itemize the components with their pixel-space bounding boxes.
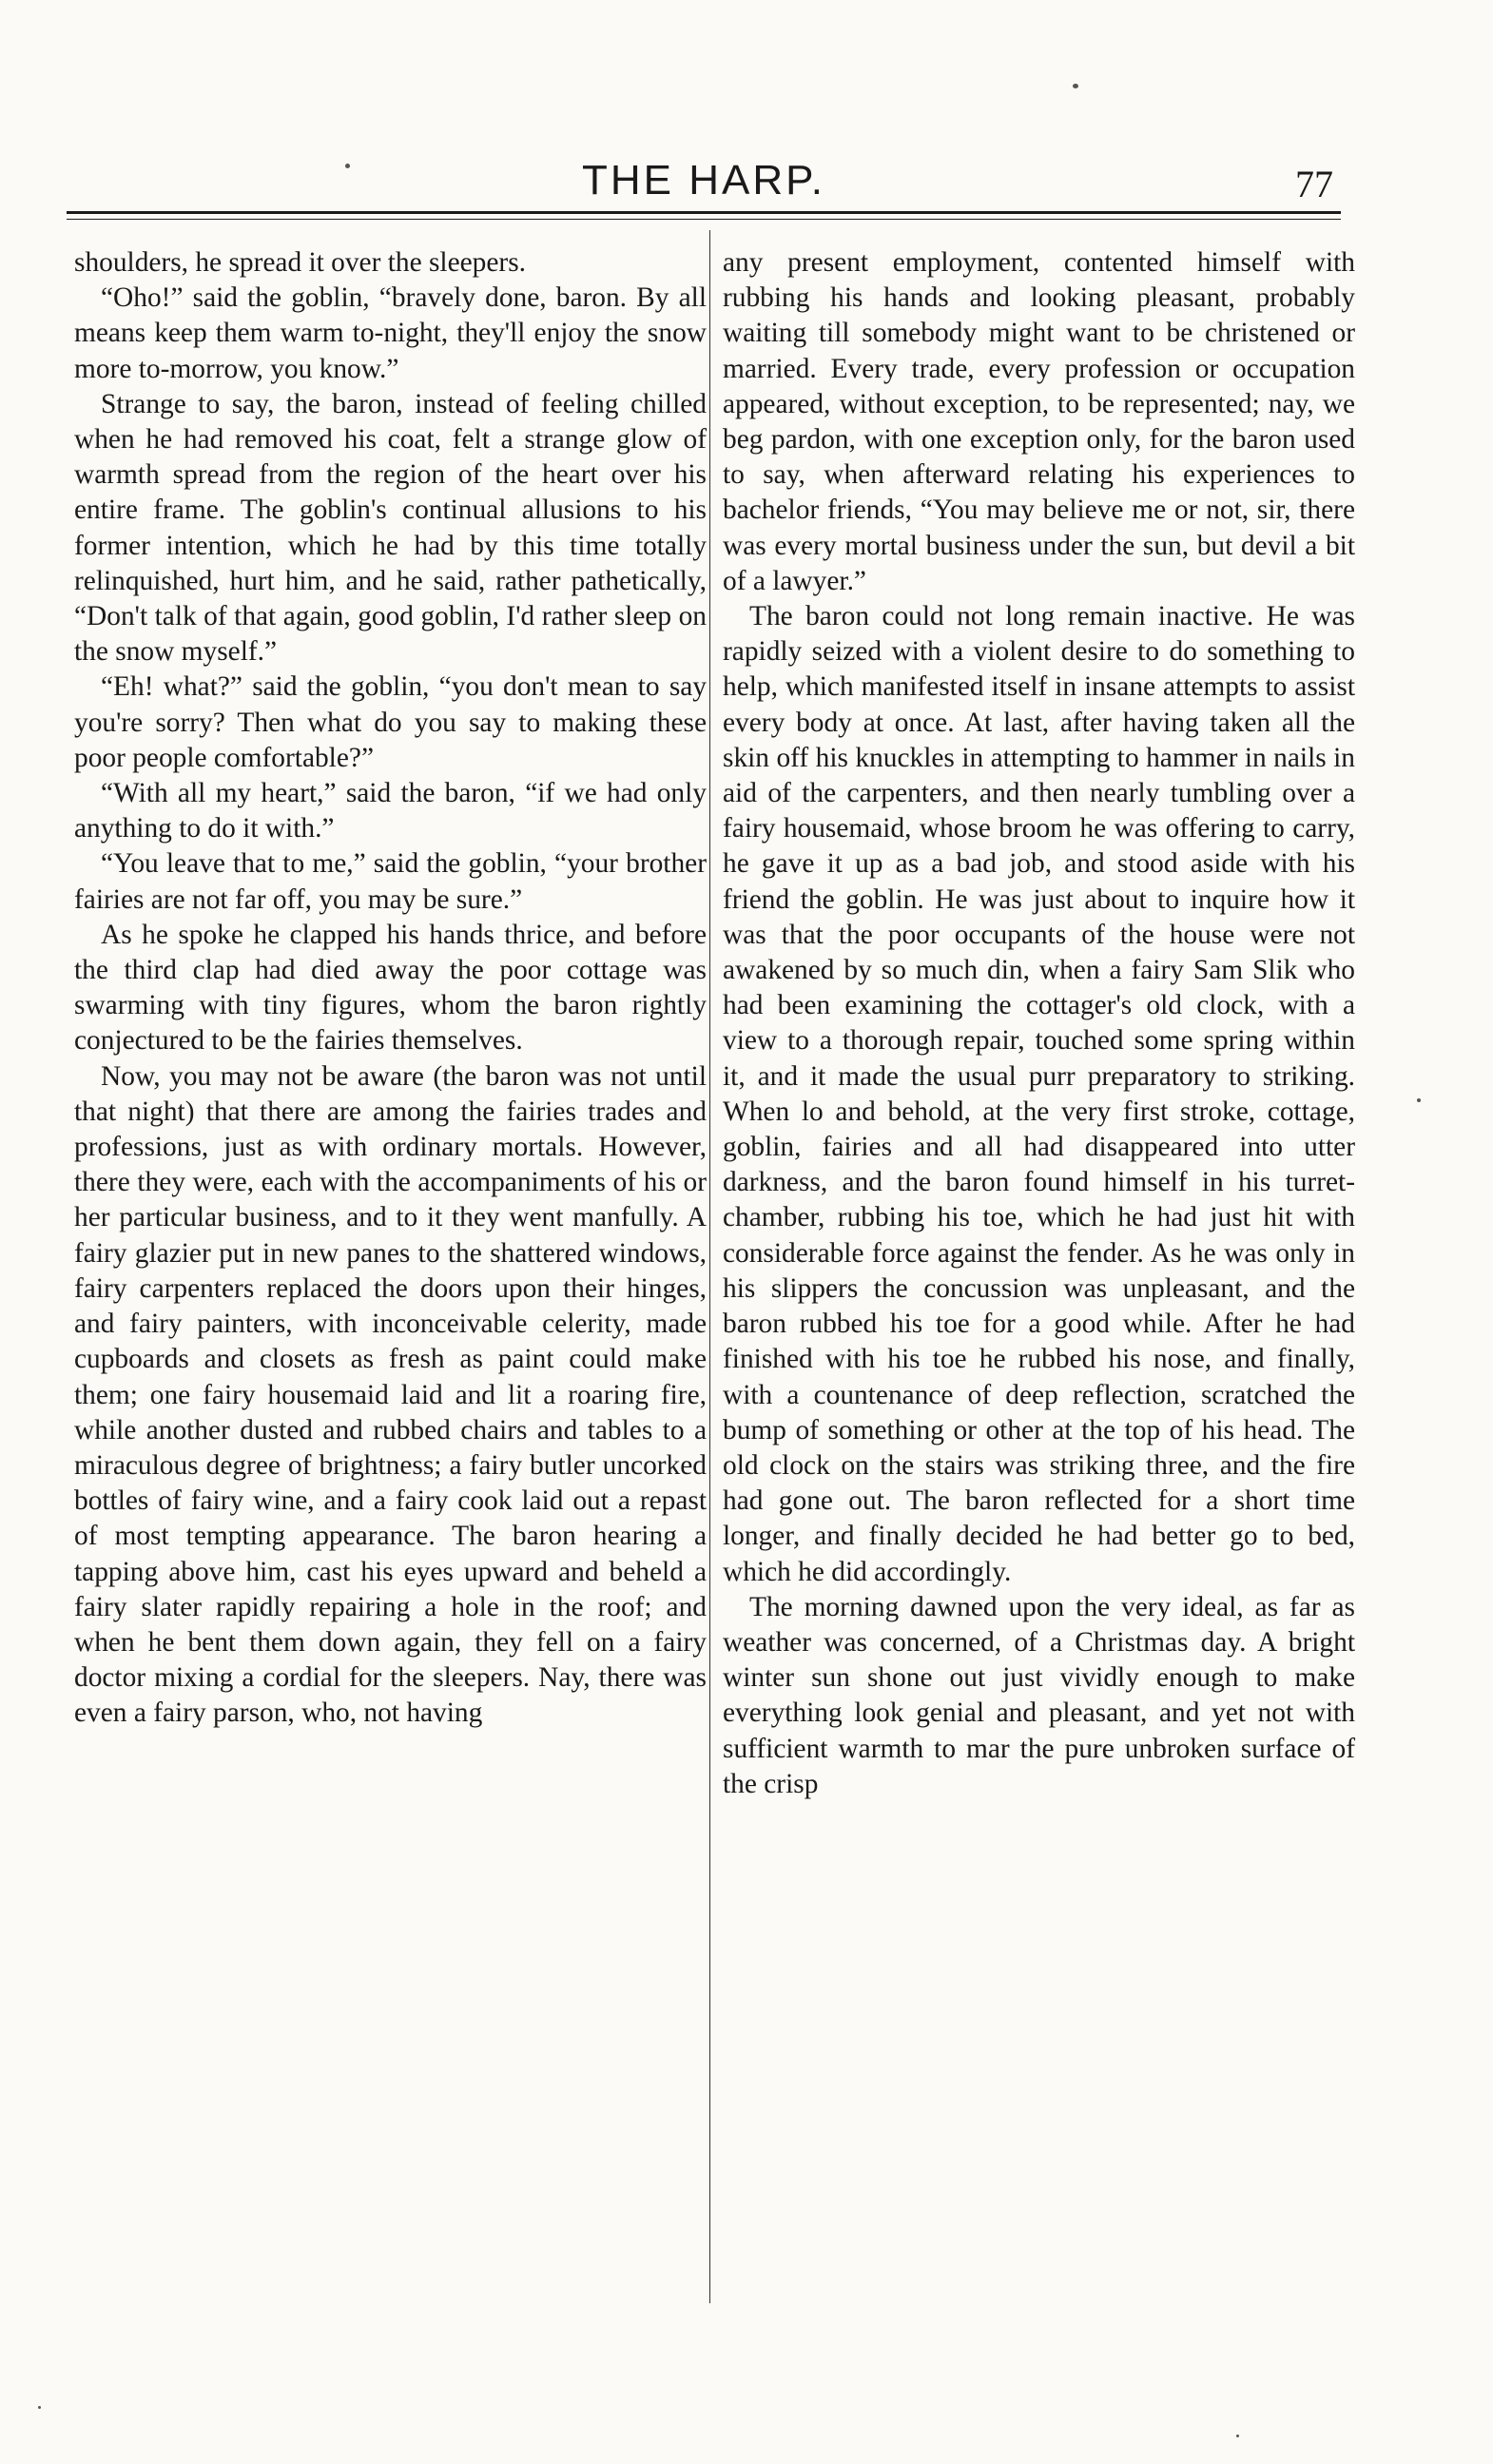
right-column: [723, 245, 1355, 1802]
scan-speck: [345, 164, 350, 168]
paragraph: As he spoke he clapped his hands thrice, and before the third clap had died away the poor cottage was swarming with tiny figures, whom the baron rightly conjectured to be the fairies themselves.: [74, 919, 707, 1057]
paragraph: shoulders, he spread it over the sleepers.: [74, 247, 527, 278]
scan-speck: [1073, 84, 1078, 88]
paragraph: any present employment, contented himself with rubbing his hands and looking pleasant, probably waiting till somebody might want to be christened or married. Every trade, every profession or occupation appeared, without exception, to be represented; nay, we beg pardon, with one exception only, for the baron used to say, when afterward relating his experiences to bachelor friends, “You may believe me or not, sir, there was every mortal business under the sun, but devil a bit of a lawyer.”: [723, 247, 1355, 596]
paragraph: The baron could not long remain inactive. He was rapidly seized with a violent desire to do something to help, which manifested itself in insane attempts to assist every body at once. At last, after having taken all the skin off his knuckles in attempting to hammer in nails in aid of the carpenters, and then nearly tumbling over a fairy housemaid, whose broom he was offering to carry, he gave it up as a bad job, and stood aside with his friend the goblin. He was just about to inquire how it was that the poor occupants of the house were not awakened by so much din, when a fairy Sam Slik who had been examining the cottager's old clock, with a view to a thorough repair, touched some spring within it, and it made the usual purr preparatory to striking. When lo and behold, at the very first stroke, cottage, goblin, fairies and all had disappeared into utter darkness, and the baron found himself in his turret-chamber, rubbing his toe, which he had just hit with considerable force against the fender. As he was only in his slippers the concussion was unpleasant, and the baron rubbed his toe for a good while. After he had finished with his toe he rubbed his nose, and finally, with a countenance of deep reflection, scratched the bump of something or other at the top of his head. The old clock on the stairs was striking three, and the fire had gone out. The baron reflected for a short time longer, and finally decided he had better go to bed, which he did accordingly.: [723, 601, 1355, 1587]
scan-speck: [1236, 2435, 1239, 2437]
header-rule-thin: [67, 219, 1341, 220]
paragraph: “Oho!” said the goblin, “bravely done, baron. By all means keep them warm to-night, they'll enjoy the snow more to-morrow, you know.”: [74, 282, 707, 384]
paragraph: The morning dawned upon the very ideal, as far as weather was concerned, of a Christmas day. A bright winter sun shone out just vividly enough to make everything look genial and pleasant, and yet not with sufficient warmth to mar the pure unbroken surface of the crisp: [723, 1591, 1355, 1799]
paragraph: Strange to say, the baron, instead of feeling chilled when he had removed his coat, felt a strange glow of warmth spread from the region of the heart over his entire frame. The goblin's continual allusions to his former intention, which he had by this time totally relinquished, hurt him, and he said, rather pathetically, “Don't talk of that again, good goblin, I'd rather sleep on the snow myself.”: [74, 388, 707, 668]
scan-speck: [38, 2406, 41, 2409]
paragraph: Now, you may not be aware (the baron was not until that night) that there are among the fairies trades and professions, just as with ordinary mortals. However, there they were, each with the accompaniments of his or her particular business, and to it they went manfully. A fairy glazier put in new panes to the shattered windows, fairy carpenters replaced the doors upon their hinges, and fairy painters, with inconceivable celerity, made cupboards and closets as fresh as paint could make them; one fairy housemaid laid and lit a roaring fire, while another dusted and rubbed chairs and tables to a miraculous degree of brightness; a fairy butler uncorked bottles of fairy wine, and a fairy cook laid out a repast of most tempting appearance. The baron hearing a tapping above him, cast his eyes upward and beheld a fairy slater rapidly repairing a hole in the roof; and when he bent them down again, they fell on a fairy doctor mixing a cordial for the sleepers. Nay, there was even a fairy parson, who, not having: [74, 1060, 707, 1729]
column-divider: [709, 230, 710, 2303]
paragraph: “With all my heart,” said the baron, “if we had only anything to do it with.”: [74, 778, 707, 844]
page-header: [67, 152, 1341, 209]
scan-speck: [1417, 1098, 1421, 1102]
running-title: THE HARP.: [581, 157, 826, 204]
paragraph: “You leave that to me,” said the goblin, “your brother fairies are not far off, you may be sure.”: [74, 848, 707, 915]
header-rule-thick: [67, 211, 1341, 214]
paragraph: “Eh! what?” said the goblin, “you don't mean to say you're sorry? Then what do you say to making these poor people comfortable?”: [74, 671, 707, 773]
left-column: [74, 245, 707, 1732]
page-number: 77: [1295, 163, 1333, 205]
